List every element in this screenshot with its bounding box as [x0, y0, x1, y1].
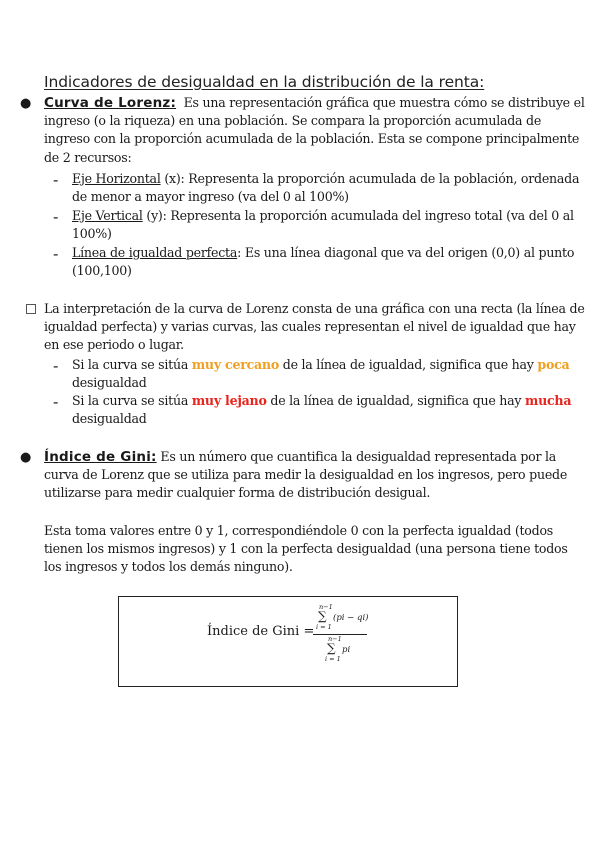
interpretation-line-1: La interpretación de la curva de Lorenz consta de una gráfica con una recta (la línea de: [44, 301, 585, 316]
item-text: Si la curva se sitúa: [72, 393, 192, 408]
list-item-near: [72, 356, 592, 392]
lorenz-paragraph: [44, 94, 594, 167]
list-item-horizontal: [72, 170, 592, 206]
interpretation-line-3: en ese periodo o lugar.: [44, 337, 184, 353]
item-text: de la línea de igualdad, significa que hay: [279, 357, 538, 372]
lorenz-line-3: ingreso con la proporción acumulada de la población. Esta se compone principalmente: [44, 131, 580, 147]
highlight-near: muy cercano: [191, 357, 279, 372]
term-horizontal: Eje Horizontal: [72, 171, 161, 186]
gini-values-paragraph: [44, 522, 594, 577]
item-text: (100,100): [72, 263, 132, 279]
item-text: Si la curva se sitúa: [72, 357, 192, 372]
dash: -: [53, 392, 59, 411]
lorenz-heading: Curva de Lorenz:: [44, 95, 177, 111]
gini-line-3: utilizarse para medir cualquier forma de distribución desigual.: [44, 485, 431, 501]
formula-box: [118, 596, 458, 687]
list-item-far: [72, 392, 592, 428]
denominator-sigma: ∑: [327, 641, 336, 655]
denominator-upper-limit: n−1: [328, 635, 342, 643]
highlight-little: poca: [537, 357, 570, 372]
list-item-vertical: [72, 207, 592, 243]
formula-label: Índice de Gini =: [207, 624, 315, 639]
highlight-far: muy lejano: [191, 393, 267, 408]
lorenz-line-2: ingreso (o la riqueza) en una población. Se compara la proporción acumulada de: [44, 113, 542, 129]
interpretation-paragraph: [44, 300, 594, 355]
item-text: desigualdad: [72, 411, 147, 427]
lorenz-line-4: de 2 recursos:: [44, 149, 132, 165]
term-vertical: Eje Vertical: [72, 208, 143, 223]
gini-line-1: Es un número que cuantifica la desigualdad representada por la: [160, 449, 557, 464]
item-text: (x): Representa la proporción acumulada de la población, ordenada: [160, 171, 580, 186]
item-text: de menor a mayor ingreso (va del 0 al 100%): [72, 189, 349, 205]
dash: -: [53, 244, 59, 263]
interpretation-line-2: igualdad perfecta) y varias curvas, las cuales representan el nivel de igualdad que hay: [44, 319, 576, 335]
lorenz-line-1: Es una representación gráfica que muestra cómo se distribuye el: [183, 95, 585, 110]
numerator-sigma: ∑: [318, 609, 327, 623]
numerator-lower-limit: i = 1: [316, 623, 332, 631]
page-title: Indicadores de desigualdad en la distribución de la renta:: [44, 73, 485, 91]
term-equality-line: Línea de igualdad perfecta: [72, 245, 238, 260]
item-text: desigualdad: [72, 375, 147, 391]
denominator-lower-limit: i = 1: [325, 655, 341, 663]
bullet-dot: ●: [20, 96, 32, 111]
checkbox-icon: [26, 304, 36, 314]
list-item-equality-line: [72, 244, 592, 280]
item-text: de la línea de igualdad, significa que hay: [266, 393, 526, 408]
dash: -: [53, 170, 59, 189]
gini-para-line-2: tienen los mismos ingresos) y 1 con la perfecta desigualdad (una persona tiene todos: [44, 541, 568, 557]
gini-paragraph: [44, 448, 594, 503]
gini-heading: Índice de Gini:: [44, 449, 157, 465]
numerator-upper-limit: n−1: [319, 603, 333, 611]
gini-para-line-1: Esta toma valores entre 0 y 1, correspondiéndole 0 con la perfecta igualdad (todos: [44, 523, 553, 538]
dash: -: [53, 356, 59, 375]
item-text: (y): Representa la proporción acumulada del ingreso total (va del 0 al: [142, 208, 574, 223]
gini-line-2: curva de Lorenz que se utiliza para medir la desigualdad en los ingresos, pero puede: [44, 467, 568, 483]
denominator-term: pi: [342, 645, 351, 655]
highlight-much: mucha: [525, 393, 572, 408]
numerator-term: (pi − qi): [333, 613, 369, 623]
bullet-dot: ●: [20, 450, 32, 465]
item-text: : Es una línea diagonal que va del origen (0,0) al punto: [237, 245, 575, 260]
gini-para-line-3: los ingresos y todos los demás ninguno).: [44, 559, 293, 575]
dash: -: [53, 207, 59, 226]
item-text: 100%): [72, 226, 112, 242]
